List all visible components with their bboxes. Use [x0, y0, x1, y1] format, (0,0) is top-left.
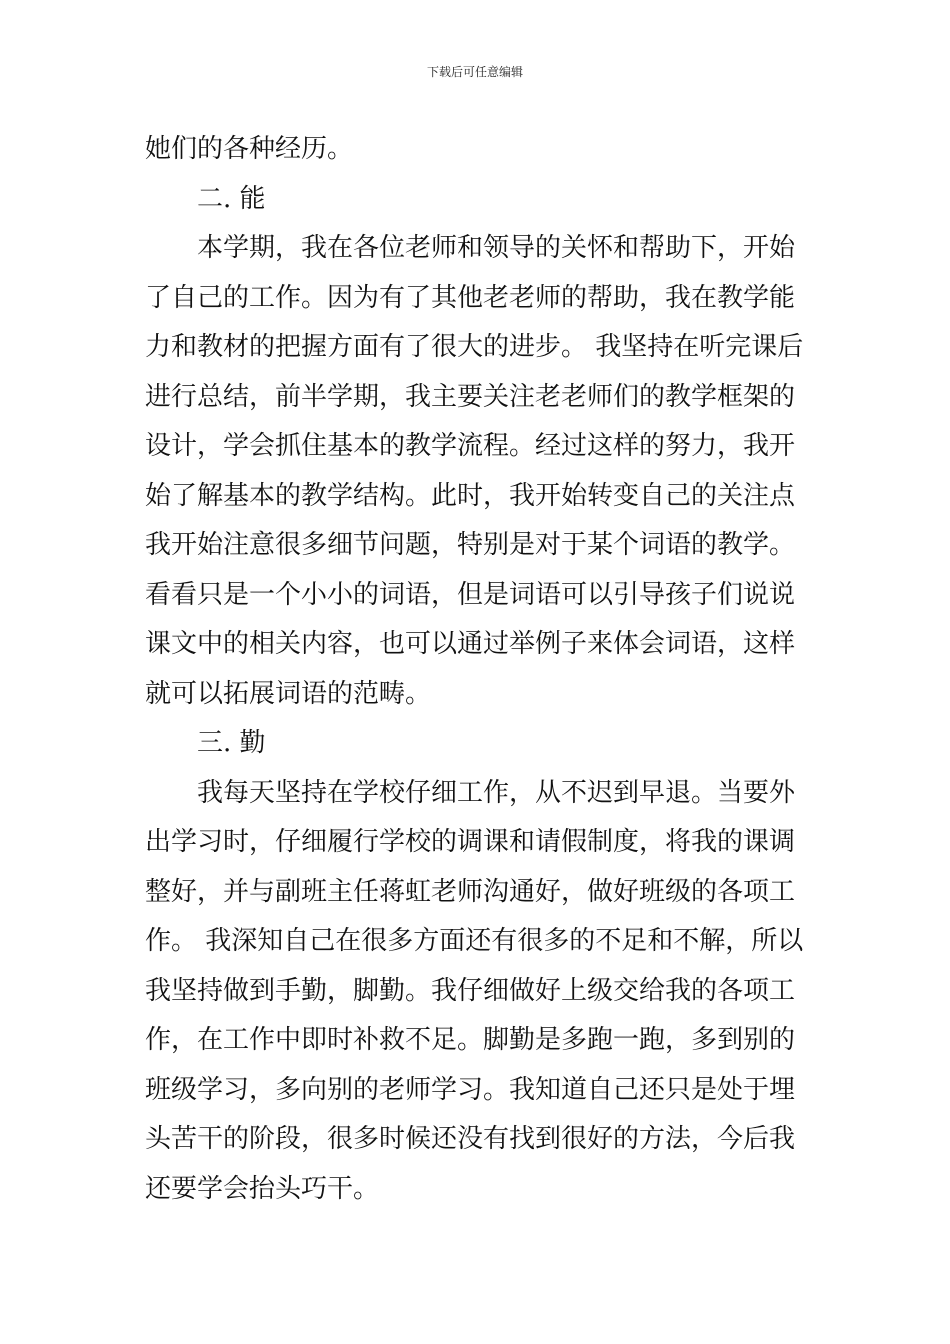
text-line: 始了解基本的教学结构。此时，我开始转变自己的关注点 [145, 480, 796, 511]
text-line: 作。 我深知自己在很多方面还有很多的不足和不解，所以 [145, 926, 804, 956]
text-line: 我开始注意很多细节问题，特别是对于某个词语的教学。 [145, 530, 796, 560]
text-line: 课文中的相关内容，也可以通过举例子来体会词语，这样 [145, 629, 796, 659]
text-line: 我每天坚持在学校仔细工作，从不迟到早退。当要外 [197, 777, 796, 808]
text-line: 头苦干的阶段，很多时候还没有找到很好的方法，今后我 [145, 1124, 796, 1154]
page-header: 下载后可任意编辑 [426, 65, 523, 79]
text-line: 本学期，我在各位老师和领导的关怀和帮助下，开始 [197, 233, 796, 263]
text-line: 就可以拓展词语的范畴。 [145, 678, 432, 709]
text-line: 班级学习，多向别的老师学习。我知道自己还只是处于埋 [145, 1074, 796, 1105]
document-body [145, 125, 810, 1214]
text-line: 了自己的工作。因为有了其他老老师的帮助，我在教学能 [145, 282, 796, 313]
text-line: 我坚持做到手勤，脚勤。我仔细做好上级交给我的各项工 [145, 975, 796, 1006]
text-line: 出学习时，仔细履行学校的调课和请假制度，将我的课调 [145, 827, 796, 857]
section-heading-neng: 二. 能 [197, 183, 266, 214]
section-heading-qin: 三. 勤 [197, 728, 266, 758]
text-line: 还要学会抬头巧干。 [145, 1173, 380, 1204]
text-line: 作，在工作中即时补救不足。脚勤是多跑一跑，多到别的 [145, 1025, 796, 1055]
text-line: 看看只是一个小小的词语，但是词语可以引导孩子们说说 [145, 579, 796, 610]
text-line: 她们的各种经历。 [145, 134, 354, 164]
text-line: 进行总结，前半学期，我主要关注老老师们的教学框架的 [145, 381, 796, 412]
text-line: 整好，并与副班主任蒋虹老师沟通好，做好班级的各项工 [145, 876, 796, 907]
text-line: 设计，学会抓住基本的教学流程。经过这样的努力，我开 [145, 431, 796, 461]
text-line: 力和教材的把握方面有了很大的进步。 我坚持在听完课后 [145, 332, 804, 362]
